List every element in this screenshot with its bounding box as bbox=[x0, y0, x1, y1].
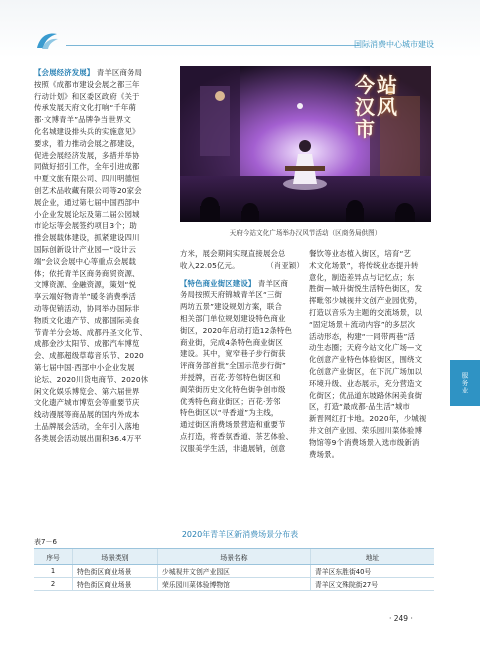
col2b-line: 特色街区以“寻香道”为主线， bbox=[180, 408, 279, 418]
cell-address: 青羊区东胜街40号 bbox=[311, 565, 435, 578]
col1-line: 要求，着力推动会展之都建设， bbox=[34, 138, 140, 148]
event-photo bbox=[180, 66, 431, 222]
cell-scene-type: 特色街区商业场景 bbox=[73, 578, 158, 591]
col2-paragraph-shopping-streets bbox=[180, 278, 304, 455]
col1-line: 都·文博青羊”品牌争当世界文 bbox=[34, 115, 131, 125]
section-tag-exhibition: 【会展经济发展】 bbox=[34, 68, 95, 77]
col1-line: 端”会议会展中心等重点会展载 bbox=[34, 256, 137, 266]
col3-line: 区，打造“最成都·品生活”城市 bbox=[309, 402, 410, 412]
section-tag-shopping-streets: 【特色商业街区建设】 bbox=[180, 278, 256, 288]
col1-line: 按照《成都市建设会展之都三年 bbox=[34, 79, 140, 89]
col1-paragraph bbox=[34, 67, 170, 445]
table-row bbox=[34, 578, 434, 591]
col1-line: 文化遗产城市博览会等重要节庆 bbox=[34, 398, 140, 408]
col2b-line: 阆荣街历史文化特色街争创市级 bbox=[180, 384, 286, 394]
running-header-title: 国际消费中心城市建设 bbox=[354, 40, 434, 49]
col2b-line: 点打造，将香氛香道、茶艺体验、 bbox=[180, 431, 294, 441]
cell-serial: 2 bbox=[34, 578, 73, 591]
col2b-line: 汉服美学生活，非遗展销，创意 bbox=[180, 443, 286, 453]
col1-line: 土品牌展会活动，全年引入落地 bbox=[34, 421, 140, 431]
col1-line: 成都金沙太阳节、成都汽车博览 bbox=[34, 339, 140, 349]
col1-line: 国际创新设计产业园—“设计云 bbox=[34, 244, 137, 254]
col2b-line: 建设。其中，宽窄巷子步行街获 bbox=[180, 349, 286, 359]
col2b-line: 相关部门单位规划建设特色商业 bbox=[180, 313, 286, 323]
consumption-scenes-table bbox=[34, 548, 434, 591]
col1-line: 中夏文旅有限公司、四川明德恒 bbox=[34, 174, 140, 184]
col3-line: 化创意产业街区，在下沉广场加以 bbox=[309, 366, 423, 376]
col3-line: 费场景。 bbox=[309, 449, 340, 459]
col3-paragraph bbox=[309, 248, 431, 460]
col1-line: 传承发展天府文化打响“千年萌 bbox=[34, 103, 137, 113]
cell-scene-type: 特色街区商业场景 bbox=[73, 565, 158, 578]
col1-line: 第七届中国·西部中小企业发展 bbox=[34, 362, 135, 372]
col3-line: “固定场景＋流动内容”的多层次 bbox=[309, 319, 415, 329]
header-address: 地址 bbox=[311, 549, 435, 565]
col2b-line: 街区，2020年启动打造12条特色 bbox=[180, 325, 293, 335]
col1-line: 展企业，通过第七届中国西部中 bbox=[34, 197, 140, 207]
col3-line: 活动形态，构建“一同带两巷”活 bbox=[309, 331, 415, 341]
col3-line: 动生态圈；天府今站文化广场—文 bbox=[309, 343, 423, 353]
emblem-icon bbox=[34, 28, 60, 52]
table-title: 2020年青羊区新消费场景分布表 bbox=[181, 530, 299, 539]
col3-line: 术文化场景”，将传统业态提升转 bbox=[309, 260, 419, 270]
col1-line: 物质文化遗产节、成都国际美食 bbox=[34, 315, 140, 325]
col3-line: 物馆等9个消费场景入选市级新消 bbox=[309, 437, 420, 447]
header-serial: 序号 bbox=[34, 549, 73, 565]
col1-line: 闲文化娱乐博览会、第六届世界 bbox=[34, 386, 140, 396]
col1-line: 论坛、2020川货电商节、2020休 bbox=[34, 374, 149, 384]
col2b-line: 商业街，完成4条特色商业街区 bbox=[180, 337, 283, 347]
col3-line: 环境升级、业态展示，充分营造文 bbox=[309, 378, 423, 388]
col2-paragraph-continued bbox=[180, 248, 304, 272]
cell-address: 青羊区文殊院街27号 bbox=[311, 578, 435, 591]
col1-line: 各类展会活动展出面积36.4万平 bbox=[34, 433, 142, 443]
col2b-line: 并授牌，百花·芳邻特色街区和 bbox=[180, 372, 281, 382]
cell-scene-name: 少城视井文创产业园区 bbox=[158, 565, 311, 578]
col2b-line: 务局按照天府锦城青羊区“三街 bbox=[180, 290, 283, 300]
col1-line: 创艺术品收藏有限公司等20家会 bbox=[34, 185, 142, 195]
col1-line: 促进会展经济发展，多措并举协 bbox=[34, 150, 140, 160]
col1-line: 会、成都超级草莓音乐节、2020 bbox=[34, 351, 144, 361]
page-header bbox=[0, 0, 480, 58]
col2b-first-line bbox=[180, 278, 304, 290]
column-2 bbox=[180, 248, 304, 455]
table-row bbox=[34, 565, 434, 578]
page-number: · 249 · bbox=[389, 614, 413, 623]
col2b-line: 两坊五景”建设规划方案，联合 bbox=[180, 302, 283, 312]
table-header-row bbox=[34, 549, 434, 565]
col1-line: 市论坛等会展签约项目3个；助 bbox=[34, 221, 137, 231]
col1-line: 推会展载体建设，抓紧建设四川 bbox=[34, 233, 140, 243]
col1-line: 线动漫展等商品展的国内外成本 bbox=[34, 410, 140, 420]
col3-line: 井文创产业园、荣乐园川菜体验博 bbox=[309, 425, 423, 435]
author-credit: （肖亚颖） bbox=[266, 260, 304, 270]
col1-line: 行动计划》和区委区政府《关于 bbox=[34, 91, 140, 101]
col1-line: 享云端好物青羊”暖冬消费季活 bbox=[34, 292, 137, 302]
col2a-line: 方米，展会期间实现直接展会总 bbox=[180, 249, 286, 258]
table-label: 表7－6 bbox=[34, 538, 57, 546]
col1-line: 同做好招引工作，全年引进成都 bbox=[34, 162, 140, 172]
col1-line-text: 青羊区商务局 bbox=[94, 68, 143, 77]
col1-first-line bbox=[34, 67, 170, 79]
col3-line: 打造以音乐为主题的交流场景，以 bbox=[309, 307, 423, 317]
column-1 bbox=[34, 67, 170, 445]
col3-line: 胜街—城升街悦生活特色街区，发 bbox=[309, 284, 423, 294]
col1-line: 动等促销活动，协同举办国际非 bbox=[34, 303, 140, 313]
col3-line: 新晋网红打卡地。2020年，少城视 bbox=[309, 414, 427, 424]
col1-line: 化名城建设排头兵的实施意见》 bbox=[34, 126, 140, 136]
header-scene-type: 场景类别 bbox=[73, 549, 158, 565]
col1-line: 文博资源、金融资源，策划“悦 bbox=[34, 280, 137, 290]
col1-line: 节青羊分会场、成都丹圣文化节、 bbox=[34, 327, 148, 337]
column-3 bbox=[309, 248, 431, 460]
col2a-line: 收入22.05亿元。 （肖亚颖） bbox=[180, 260, 304, 270]
col3-line: 化街区；优品道东坡路休闲美食街 bbox=[309, 390, 423, 400]
col3-line: 餐饮等业态植入街区，培育“艺 bbox=[309, 249, 412, 258]
col3-line: 化创意产业特色体验街区，围绕文 bbox=[309, 355, 423, 365]
col1-line: 小企业发展论坛及第二届公园城 bbox=[34, 209, 140, 219]
header-scene-name: 场景名称 bbox=[158, 549, 311, 565]
photo-caption: 天府今站文化广场举办汉风节活动（区商务局供图） bbox=[229, 229, 382, 237]
col3-line: 挥毗邻少城视井文创产业园优势， bbox=[309, 296, 423, 306]
col2b-line: 评商务部首批“全国示范步行街” bbox=[180, 361, 286, 371]
col1-line: 体；依托青羊区商务商贸资源、 bbox=[34, 268, 140, 278]
header-rule bbox=[66, 45, 359, 46]
section-side-tab[interactable]: 服务业 bbox=[450, 360, 480, 406]
col2b-line: 优秀特色商业街区；百花·芳邻 bbox=[180, 396, 281, 406]
col2b-line: 通过街区消费场景营造和重要节 bbox=[180, 420, 286, 430]
col3-line: 意化，制造差异点与记忆点；东 bbox=[309, 272, 415, 282]
cell-scene-name: 荣乐园川菜体验博物馆 bbox=[158, 578, 311, 591]
photo-sign-text: 今站汉风市 bbox=[355, 73, 399, 141]
cell-serial: 1 bbox=[34, 565, 73, 578]
col2b-line-text: 青羊区商 bbox=[255, 278, 289, 288]
